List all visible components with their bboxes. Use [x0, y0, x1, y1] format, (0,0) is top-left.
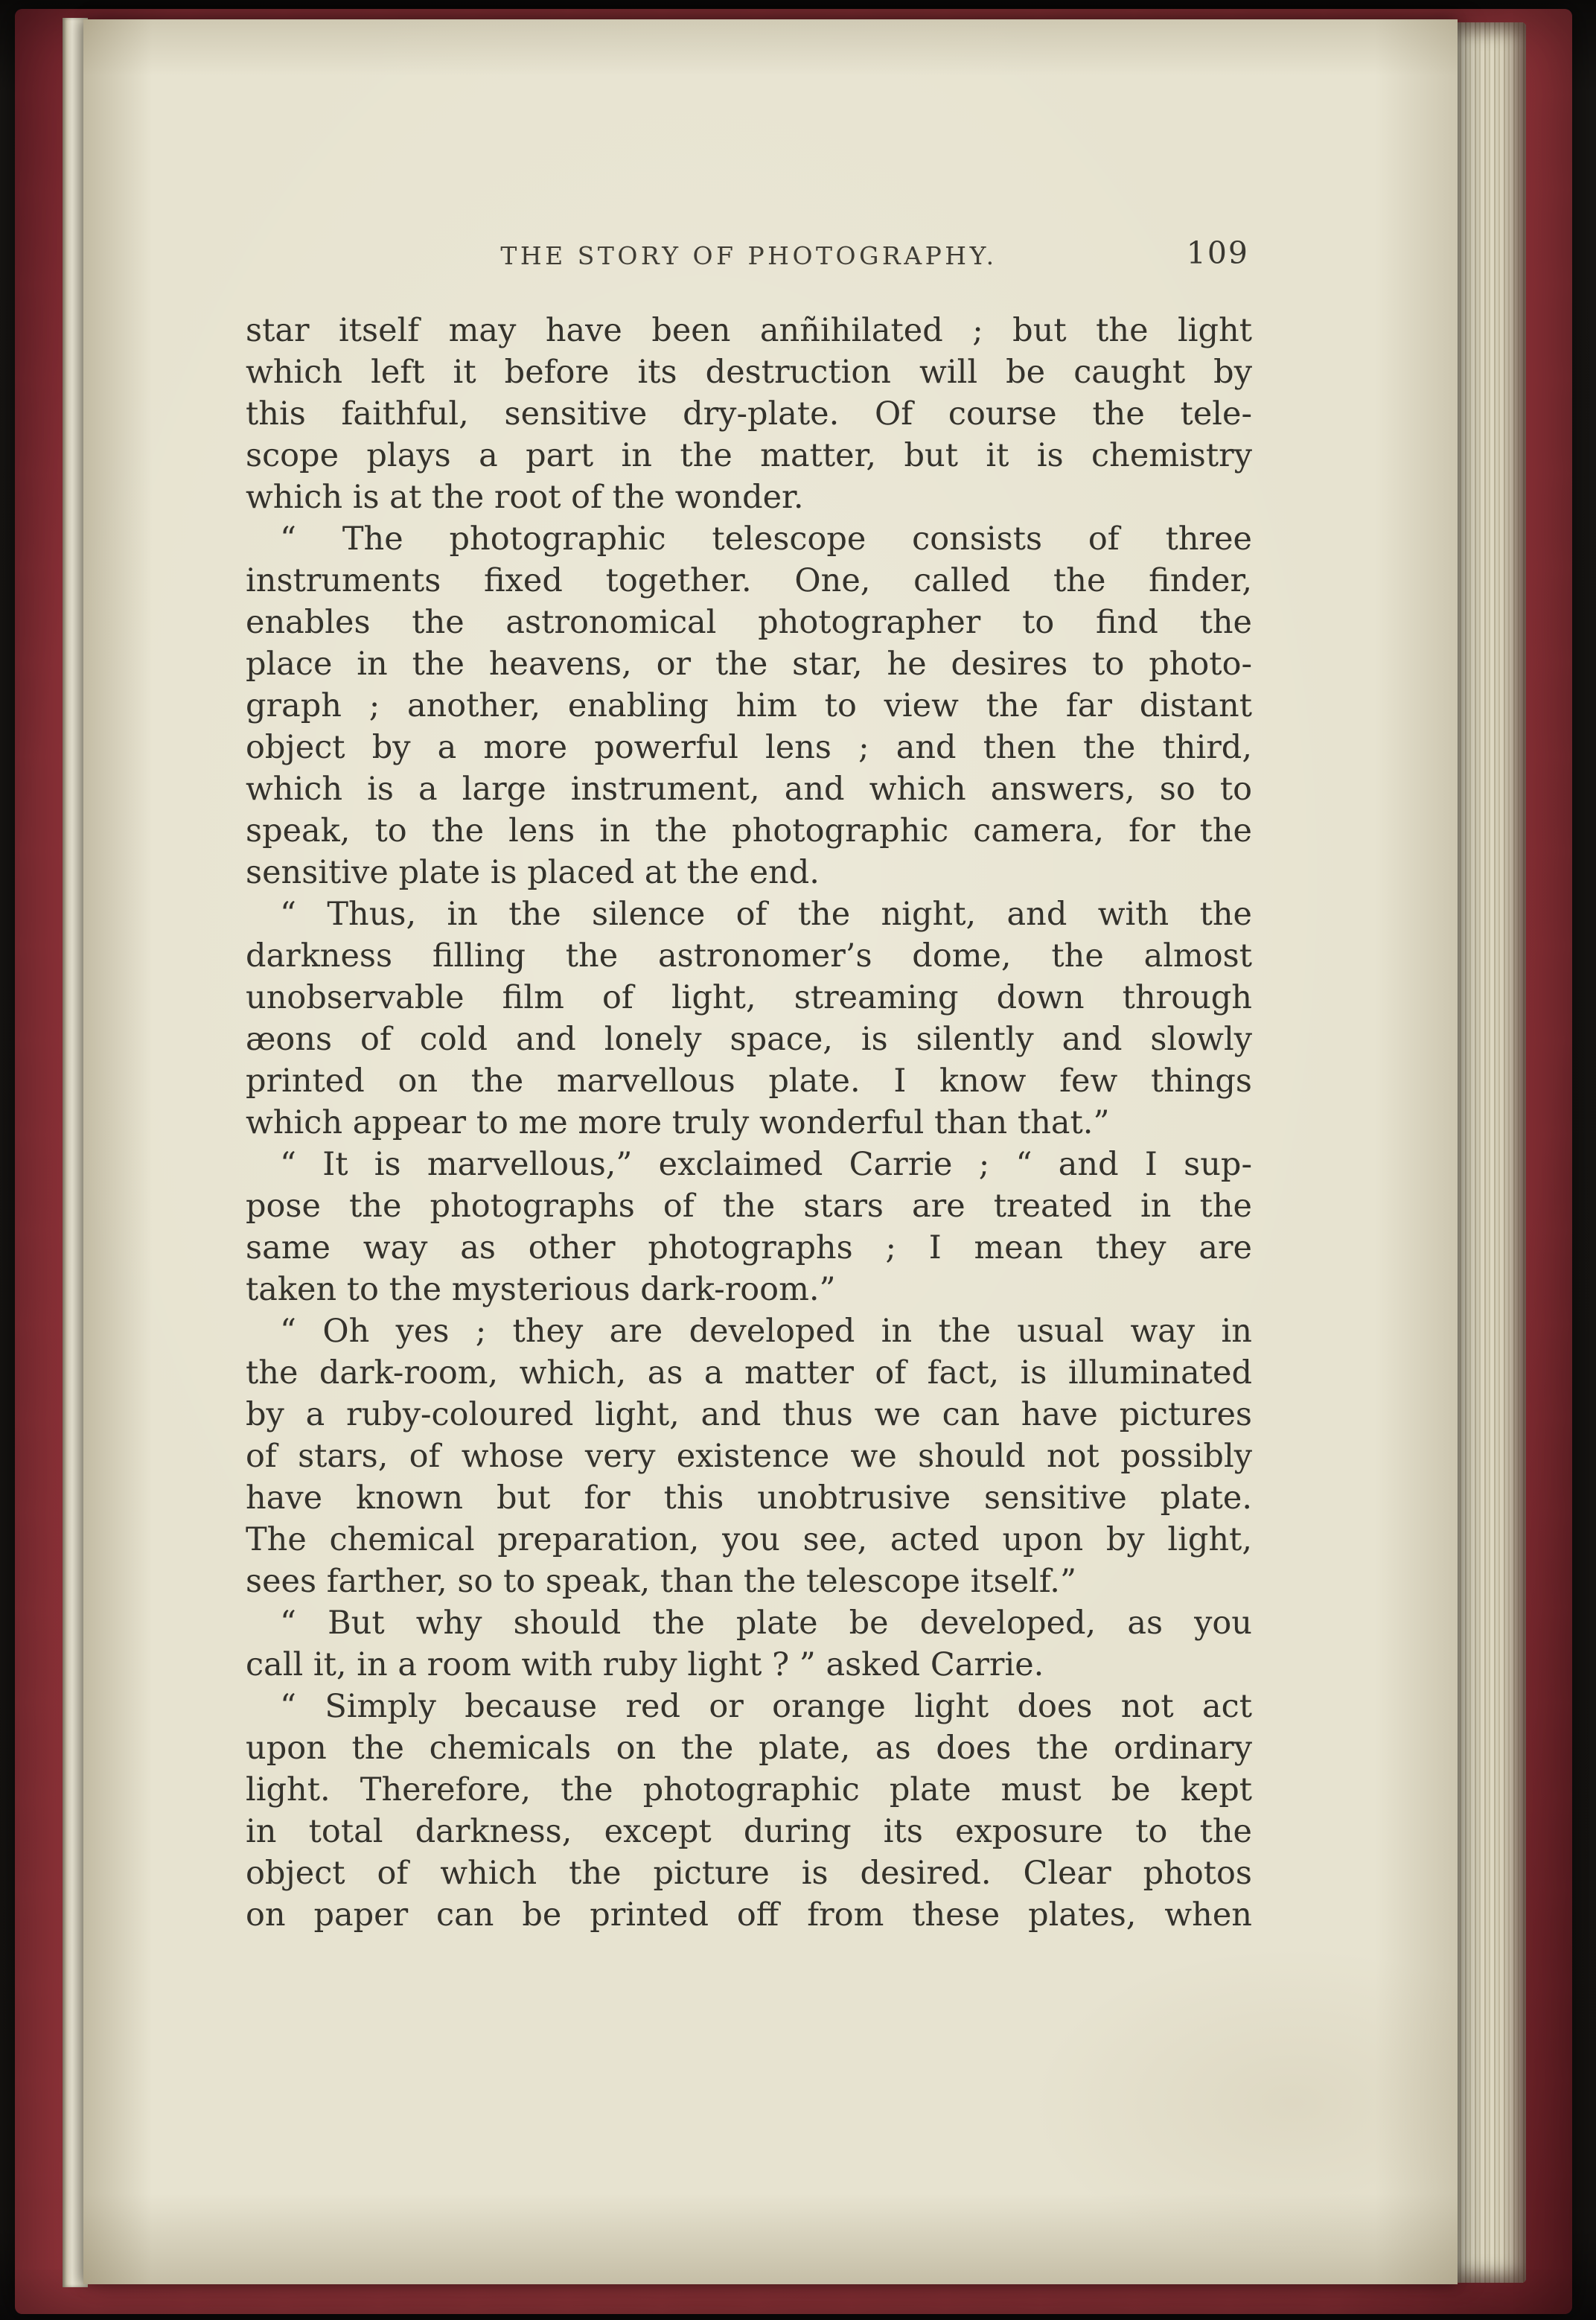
page-number: 109: [1186, 235, 1249, 271]
text-line: the dark-room, which, as a matter of fact, is illuminated: [246, 1354, 1252, 1392]
text-line: by a ruby-coloured light, and thus we can have pictures: [246, 1396, 1252, 1433]
body-text: [246, 310, 1252, 1936]
text-line: which is at the root of the wonder.: [246, 479, 804, 516]
text-line: “ Thus, in the silence of the night, and with the: [280, 896, 1252, 933]
text-line: have known but for this unobtrusive sensitive plate.: [246, 1479, 1252, 1517]
book-page: [83, 19, 1458, 2284]
text-line: The chemical preparation, you see, acted upon by light,: [246, 1521, 1252, 1558]
text-line: upon the chemicals on the plate, as does the ordinary: [246, 1730, 1252, 1767]
text-line: instruments fixed together. One, called the finder,: [246, 562, 1252, 599]
text-line: graph ; another, enabling him to view the far distant: [246, 687, 1252, 724]
text-line: “ But why should the plate be developed, as you: [280, 1604, 1252, 1642]
text-line: “ It is marvellous,” exclaimed Carrie ; “ and I sup-: [280, 1146, 1252, 1183]
text-line: unobservable film of light, streaming down through: [246, 979, 1252, 1016]
text-line: object of which the picture is desired. Clear photos: [246, 1855, 1252, 1892]
text-line: object by a more powerful lens ; and then the third,: [246, 729, 1252, 766]
running-header-title: THE STORY OF PHOTOGRAPHY.: [500, 241, 998, 270]
text-line: scope plays a part in the matter, but it is chemistry: [246, 437, 1252, 474]
text-line: star itself may have been anñihilated ; but the light: [246, 312, 1252, 349]
text-line: æons of cold and lonely space, is silently and slowly: [246, 1021, 1252, 1058]
text-line: speak, to the lens in the photographic camera, for the: [246, 812, 1252, 850]
text-line: “ The photographic telescope consists of three: [280, 520, 1252, 558]
text-line: which is a large instrument, and which answers, so to: [246, 771, 1252, 808]
text-line: of stars, of whose very existence we should not possibly: [246, 1438, 1252, 1475]
text-line: same way as other photographs ; I mean they are: [246, 1229, 1252, 1266]
running-header: [246, 235, 1252, 280]
text-line: darkness filling the astronomer’s dome, the almost: [246, 937, 1252, 975]
text-line: which appear to me more truly wonderful than that.”: [246, 1104, 1110, 1141]
text-line: which left it before its destruction will be caught by: [246, 354, 1252, 391]
text-line: in total darkness, except during its exposure to the: [246, 1813, 1252, 1850]
text-line: enables the astronomical photographer to find the: [246, 604, 1252, 641]
text-line: sensitive plate is placed at the end.: [246, 854, 820, 891]
page-edges-right: [1452, 22, 1526, 2283]
text-line: call it, in a room with ruby light ? ” asked Carrie.: [246, 1646, 1044, 1683]
text-line: light. Therefore, the photographic plate must be kept: [246, 1771, 1252, 1808]
text-line: on paper can be printed off from these plates, when: [246, 1896, 1252, 1934]
text-line: “ Simply because red or orange light does not act: [280, 1688, 1252, 1725]
text-line: this faithful, sensitive dry-plate. Of course the tele-: [246, 395, 1252, 433]
text-line: “ Oh yes ; they are developed in the usual way in: [280, 1313, 1252, 1350]
text-line: sees farther, so to speak, than the telescope itself.”: [246, 1563, 1076, 1600]
text-line: place in the heavens, or the star, he desires to photo-: [246, 646, 1252, 683]
text-line: printed on the marvellous plate. I know few things: [246, 1062, 1252, 1100]
text-block: [246, 235, 1252, 1936]
text-line: taken to the mysterious dark-room.”: [246, 1271, 836, 1308]
text-line: pose the photographs of the stars are treated in the: [246, 1188, 1252, 1225]
